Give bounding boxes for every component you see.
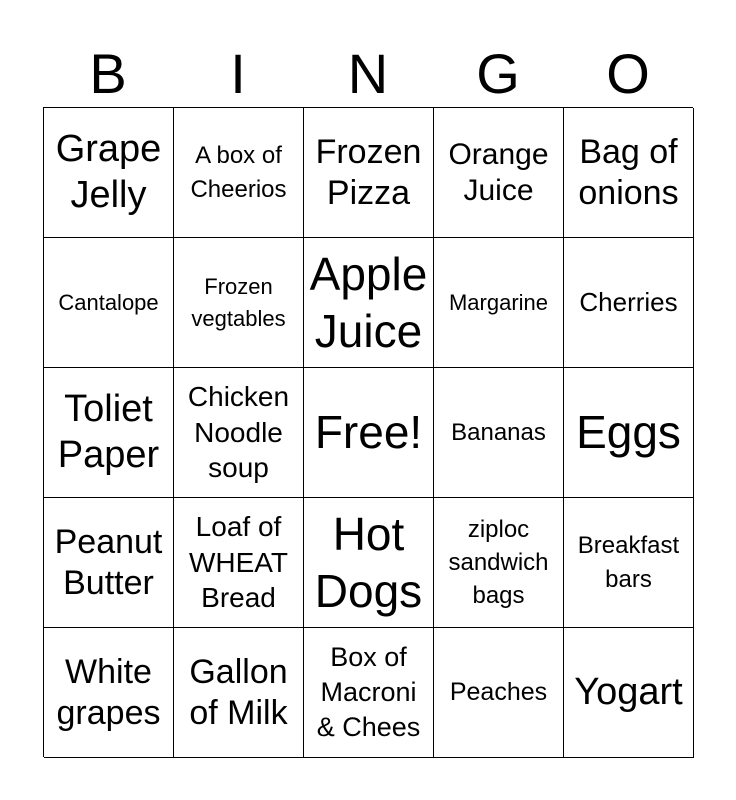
bingo-board xyxy=(43,107,693,757)
bingo-cell[interactable] xyxy=(44,628,174,758)
cell-label: Gallon of Milk xyxy=(189,652,288,732)
bingo-cell[interactable] xyxy=(434,368,564,498)
cell-label: Breakfast bars xyxy=(577,532,680,593)
cell-label: Yogart xyxy=(574,670,683,713)
bingo-cell[interactable] xyxy=(304,368,434,498)
bingo-cell[interactable] xyxy=(304,238,434,368)
bingo-cell[interactable] xyxy=(174,498,304,628)
cell-label: Peaches xyxy=(449,678,548,707)
bingo-cell[interactable] xyxy=(304,498,434,628)
cell-label: Cantalope xyxy=(58,289,159,315)
cell-label: Grape Jelly xyxy=(55,127,162,216)
bingo-cell[interactable] xyxy=(44,368,174,498)
cell-label: Box of Macroni & Chees xyxy=(316,641,421,743)
bingo-cell[interactable] xyxy=(44,498,174,628)
bingo-header xyxy=(43,40,693,108)
cell-label: Loaf of WHEAT Bread xyxy=(188,510,289,614)
bingo-cell[interactable] xyxy=(174,238,304,368)
header-letter-g: G xyxy=(476,42,520,105)
bingo-cell[interactable] xyxy=(434,108,564,238)
cell-label: Toliet Paper xyxy=(57,387,160,476)
cell-label: Apple Juice xyxy=(309,248,428,357)
bingo-cell[interactable] xyxy=(44,238,174,368)
bingo-cell[interactable] xyxy=(564,498,694,628)
cell-label: Cherries xyxy=(579,286,678,317)
bingo-cell[interactable] xyxy=(434,628,564,758)
bingo-cell[interactable] xyxy=(304,108,434,238)
cell-label: Free! xyxy=(314,406,423,459)
bingo-cell[interactable] xyxy=(564,238,694,368)
cell-label: Frozen Pizza xyxy=(315,132,422,212)
cell-label: ziploc sandwich bags xyxy=(448,515,549,610)
bingo-cell[interactable] xyxy=(44,108,174,238)
cell-label: Frozen vegtables xyxy=(191,273,286,331)
header-letter-i: I xyxy=(230,42,246,105)
cell-label: Margarine xyxy=(448,289,549,315)
bingo-cell[interactable] xyxy=(434,498,564,628)
cell-label: White grapes xyxy=(56,652,161,732)
bingo-cell[interactable] xyxy=(174,628,304,758)
bingo-cell[interactable] xyxy=(434,238,564,368)
bingo-cell[interactable] xyxy=(564,108,694,238)
cell-label: Bananas xyxy=(451,418,546,446)
bingo-cell[interactable] xyxy=(564,368,694,498)
cell-label: Eggs xyxy=(576,406,681,459)
header-letter-b: B xyxy=(89,42,127,105)
bingo-cell[interactable] xyxy=(564,628,694,758)
header-letter-o: O xyxy=(606,42,650,105)
header-letter-n: N xyxy=(347,42,389,105)
cell-label: A box of Cheerios xyxy=(190,142,287,203)
cell-label: Hot Dogs xyxy=(314,508,423,617)
bingo-cell[interactable] xyxy=(174,368,304,498)
cell-label: Bag of onions xyxy=(578,132,679,212)
cell-label: Peanut Butter xyxy=(54,522,163,602)
bingo-cell[interactable] xyxy=(304,628,434,758)
cell-label: Orange Juice xyxy=(448,138,549,207)
bingo-cell[interactable] xyxy=(174,108,304,238)
cell-label: Chicken Noodle soup xyxy=(187,380,290,484)
